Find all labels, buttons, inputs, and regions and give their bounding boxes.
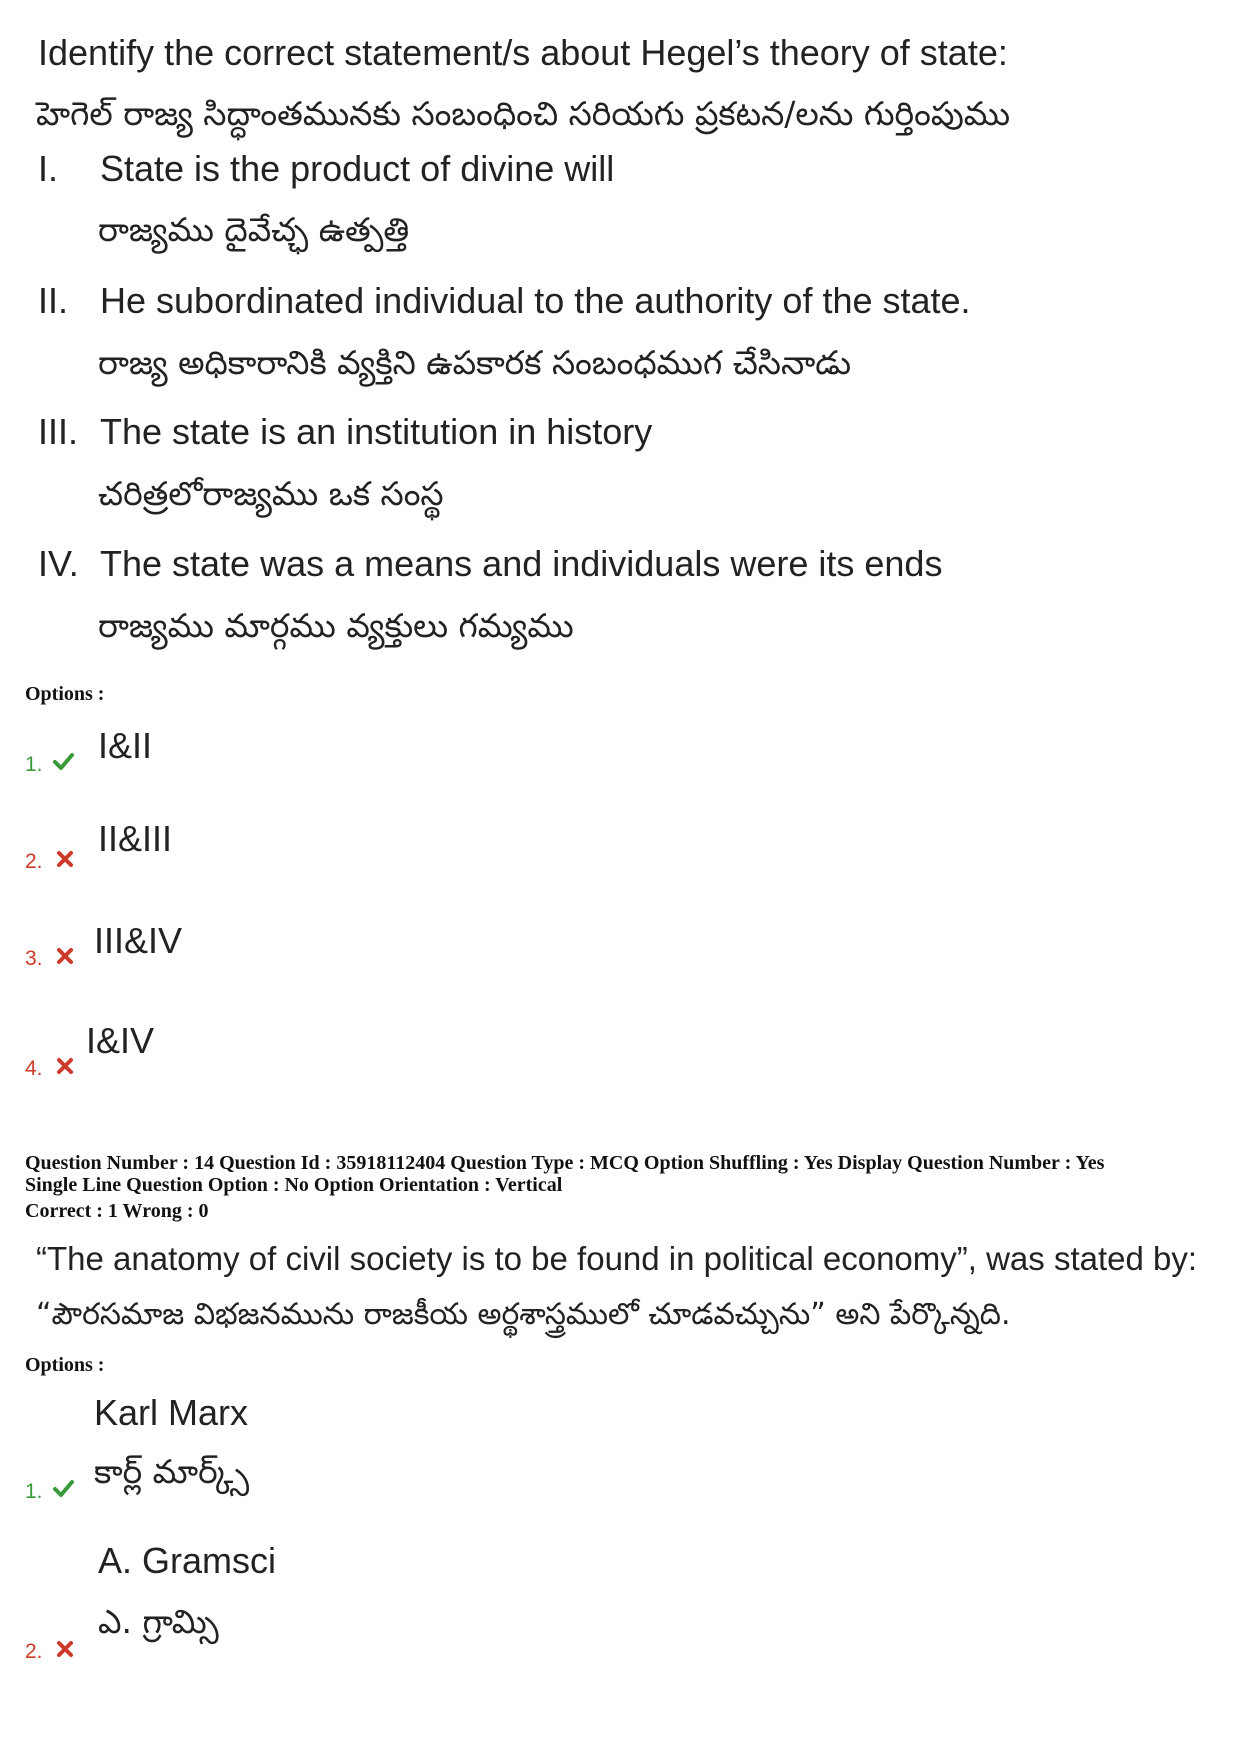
option-1-index: 1. <box>25 753 43 776</box>
statement-2-te: రాజ్య అధికారానికి వ్యక్తిని ఉపకారక సంబంధముగ చేసినాడు <box>98 343 852 382</box>
options-label: Options : <box>25 1354 105 1376</box>
options-label: Options : <box>25 683 105 705</box>
statement-4-en: The state was a means and individuals were its ends <box>100 543 943 584</box>
option-2-index: 2. <box>25 1640 43 1663</box>
option-4-text: I&IV <box>86 1020 155 1061</box>
question-13-text-en: Identify the correct statement/s about Hegel’s theory of state: <box>38 32 1008 73</box>
option-3-text: III&IV <box>94 920 183 961</box>
option-2-text-te: ఎ. గ్రామ్సి <box>98 1602 219 1641</box>
statement-4-number: IV. <box>38 543 79 584</box>
question-14-score: Correct : 1 Wrong : 0 <box>25 1200 209 1222</box>
statement-4-te: రాజ్యము మార్గము వ్యక్తులు గమ్యము <box>98 606 574 645</box>
question-13-text-te: హెగెల్ రాజ్య సిద్ధాంతమునకు సంబంధించి సరియగు ప్రకటన/లను గుర్తింపుము <box>36 94 1011 133</box>
option-1-index: 1. <box>25 1480 43 1503</box>
statement-2-number: II. <box>38 280 69 321</box>
wrong-icon <box>54 945 76 967</box>
wrong-icon <box>54 1055 76 1077</box>
statement-1-en: State is the product of divine will <box>100 148 615 189</box>
statement-2-en: He subordinated individual to the authority of the state. <box>100 280 971 321</box>
option-4-index: 4. <box>25 1057 43 1080</box>
option-2-index: 2. <box>25 850 43 873</box>
statement-3-te: చరిత్రలోరాజ్యము ఒక సంస్థ <box>98 474 444 513</box>
question-14-text-en: “The anatomy of civil society is to be found in political economy”, was stated by: <box>36 1240 1198 1277</box>
option-1-text: I&II <box>98 725 153 766</box>
question-14-meta: Question Number : 14 Question Id : 35918112404 Question Type : MCQ Option Shuffling : Yes Display Question Number : Yes <box>25 1152 1105 1174</box>
statement-3-number: III. <box>38 411 79 452</box>
wrong-icon <box>54 1638 76 1660</box>
correct-icon <box>52 750 74 772</box>
statement-1-number: I. <box>38 148 59 189</box>
option-3-index: 3. <box>25 947 43 970</box>
wrong-icon <box>54 848 76 870</box>
statement-3-en: The state is an institution in history <box>100 411 653 452</box>
option-1-text-te: కార్ల్ మార్క్స్ <box>94 1452 250 1491</box>
question-14-meta-2: Single Line Question Option : No Option Orientation : Vertical <box>25 1174 563 1196</box>
statement-1-te: రాజ్యము దైవేచ్ఛ ఉత్పత్తి <box>98 210 410 249</box>
correct-icon <box>52 1477 74 1499</box>
option-2-text-en: A. Gramsci <box>98 1540 277 1581</box>
question-14-text-te: “పౌరసమాజ విభజనమును రాజకీయ అర్థశాస్త్రములో చూడవచ్చును” అని పేర్కొన్నది. <box>36 1297 1011 1332</box>
option-1-text-en: Karl Marx <box>94 1392 249 1433</box>
option-2-text: II&III <box>98 818 173 859</box>
